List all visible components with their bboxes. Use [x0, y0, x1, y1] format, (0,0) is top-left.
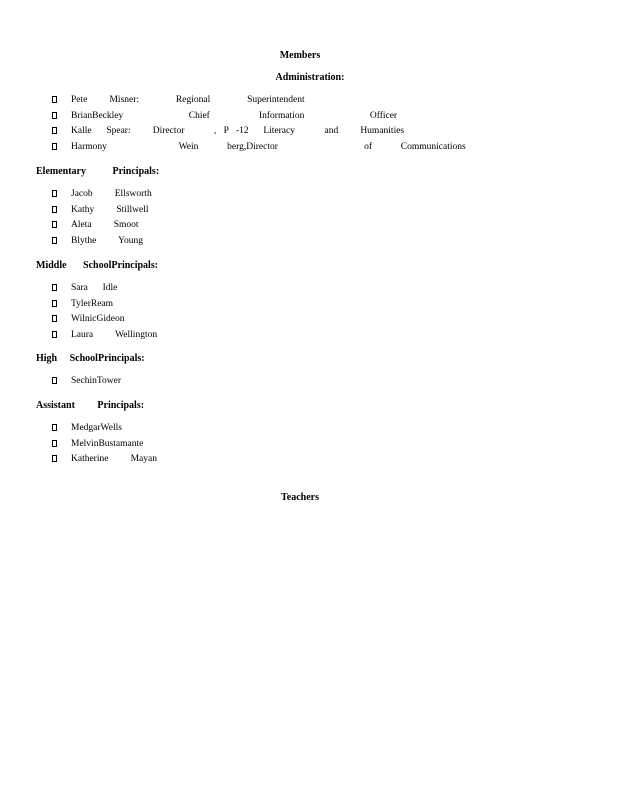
bullet-icon: [52, 300, 57, 307]
bullet-icon: [52, 315, 57, 322]
list-item: [52, 93, 466, 109]
high-school-principals-list: [52, 374, 121, 390]
list-item-text: Jacob Ellsworth: [71, 189, 152, 199]
list-item: [52, 140, 466, 156]
list-item: [52, 421, 157, 437]
middle-school-principals-list: [52, 281, 157, 343]
administration-list: [52, 93, 466, 155]
list-item-text: Harmony Wein berg,Director of Communications: [71, 141, 466, 152]
list-item-text: Blythe Young: [71, 235, 144, 246]
list-item: [52, 234, 152, 250]
list-item: [52, 452, 157, 468]
list-item: [52, 312, 157, 328]
middle-school-principals-heading: Middle SchoolPrincipals:: [36, 260, 159, 271]
list-item-text: TylerReam: [71, 298, 114, 309]
bullet-icon: [52, 440, 57, 447]
bullet-icon: [52, 221, 57, 228]
bullet-icon: [52, 237, 57, 244]
list-item: [52, 437, 157, 453]
list-item: [52, 328, 157, 344]
bullet-icon: [52, 206, 57, 213]
list-item-text: Sara Idle: [71, 283, 118, 293]
list-item-text: MedgarWells: [71, 423, 122, 433]
list-item: [52, 218, 152, 234]
bullet-icon: [52, 284, 57, 291]
high-school-principals-heading: High SchoolPrincipals:: [36, 353, 145, 364]
bullet-icon: [52, 424, 57, 431]
elementary-principals-heading: Elementary Principals:: [36, 166, 160, 177]
elementary-principals-list: [52, 187, 152, 249]
list-item-text: BrianBeckley Chief Information Officer: [71, 110, 398, 121]
list-item: [52, 187, 152, 203]
bullet-icon: [52, 331, 57, 338]
list-item: [52, 203, 152, 219]
page-title: Members: [279, 50, 321, 61]
list-item-text: Laura Wellington: [71, 329, 158, 340]
list-item-text: WilnicGideon: [71, 314, 125, 325]
list-item-text: Kalle Spear: Director , P -12 Literacy and Humanities: [71, 126, 405, 137]
list-item: [52, 109, 466, 125]
list-item-text: Aleta Smoot: [71, 220, 139, 231]
list-item: [52, 124, 466, 140]
bullet-icon: [52, 143, 57, 150]
bullet-icon: [52, 127, 57, 134]
bullet-icon: [52, 96, 57, 103]
administration-heading: Administration:: [275, 72, 345, 83]
list-item: [52, 297, 157, 313]
list-item-text: Katherine Mayan: [71, 454, 157, 465]
list-item-text: Kathy Stillwell: [71, 204, 149, 215]
assistant-principals-heading: Assistant Principals:: [36, 400, 145, 411]
list-item-text: Pete Misner: Regional Superintendent: [71, 95, 305, 105]
assistant-principals-list: [52, 421, 157, 468]
teachers-heading: Teachers: [281, 492, 319, 503]
bullet-icon: [52, 112, 57, 119]
list-item: [52, 281, 157, 297]
bullet-icon: [52, 190, 57, 197]
list-item-text: MelvinBustamante: [71, 438, 144, 449]
list-item: [52, 374, 121, 390]
bullet-icon: [52, 455, 57, 462]
bullet-icon: [52, 377, 57, 384]
list-item-text: SechinTower: [71, 376, 121, 386]
